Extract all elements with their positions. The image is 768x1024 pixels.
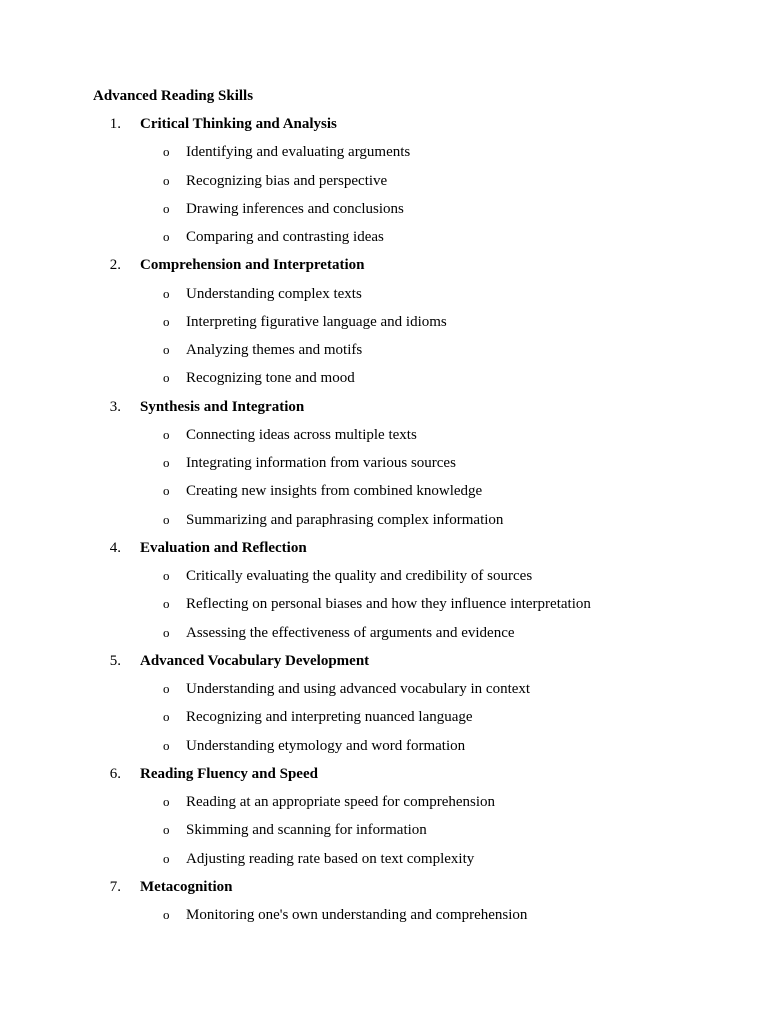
list-item-text: Creating new insights from combined knowledge [186, 483, 483, 500]
list-item-text: Understanding complex texts [186, 285, 362, 302]
section-title: Comprehension and Interpretation [140, 257, 365, 274]
bullet-icon: o [163, 511, 170, 527]
list-item-text: Integrating information from various sources [186, 455, 456, 471]
bullet-icon: o [163, 681, 170, 696]
list-item-text: Analyzing themes and motifs [186, 342, 363, 358]
list-item-text: Monitoring one's own understanding and comprehension [186, 907, 528, 923]
bullet-icon: o [163, 172, 170, 188]
section-title: Reading Fluency and Speed [140, 765, 318, 782]
bullet-icon: o [163, 144, 170, 160]
bullet-icon: o [163, 285, 170, 301]
bullet-icon: o [163, 200, 170, 216]
bullet-icon: o [163, 455, 170, 470]
section-title: Advanced Vocabulary Development [140, 652, 370, 669]
bullet-icon: o [163, 850, 170, 866]
bullet-icon: o [163, 342, 170, 357]
bullet-icon: o [163, 229, 170, 244]
bullet-icon: o [163, 426, 170, 442]
list-item-text: Reflecting on personal biases and how they influence interpretation [186, 596, 591, 613]
list-item-text: Summarizing and paraphrasing complex information [186, 511, 504, 528]
section-title: Evaluation and Reflection [140, 539, 307, 556]
list-item-text: Drawing inferences and conclusions [186, 200, 404, 217]
list-item-text: Skimming and scanning for information [186, 822, 427, 839]
list-item-text: Understanding and using advanced vocabulary in context [186, 681, 531, 697]
list-item-text: Assessing the effectiveness of arguments and evidence [186, 624, 515, 641]
list-item-text: Recognizing bias and perspective [186, 172, 388, 189]
bullet-icon: o [163, 794, 170, 809]
section-number: 6. [109, 765, 121, 782]
list-item-text: Reading at an appropriate speed for comprehension [186, 794, 496, 810]
section-title: Synthesis and Integration [140, 398, 305, 415]
list-item-text: Critically evaluating the quality and credibility of sources [186, 568, 533, 584]
bullet-icon: o [163, 313, 170, 329]
list-item-text: Adjusting reading rate based on text complexity [186, 850, 475, 867]
bullet-icon: o [163, 907, 170, 922]
section-number: 2. [109, 257, 121, 274]
list-item-text: Interpreting figurative language and idioms [186, 313, 447, 330]
list-item-text: Recognizing and interpreting nuanced language [186, 709, 473, 726]
section-number: 3. [109, 398, 121, 415]
section-number: 7. [109, 878, 121, 895]
bullet-icon: o [163, 596, 170, 612]
section-title: Metacognition [140, 878, 233, 895]
bullet-icon: o [163, 624, 170, 640]
section-number: 1. [109, 116, 121, 132]
bullet-icon: o [163, 737, 170, 753]
bullet-icon: o [163, 483, 170, 499]
bullet-icon: o [163, 709, 170, 725]
list-item-text: Understanding etymology and word formation [186, 737, 466, 754]
section-number: 4. [109, 539, 121, 556]
list-item-text: Comparing and contrasting ideas [186, 229, 384, 245]
list-item-text: Recognizing tone and mood [186, 370, 355, 387]
bullet-icon: o [163, 370, 170, 386]
list-item-text: Identifying and evaluating arguments [186, 144, 411, 161]
bullet-icon: o [163, 822, 170, 838]
section-number: 5. [109, 652, 121, 669]
bullet-icon: o [163, 568, 170, 583]
document-title: Advanced Reading Skills [93, 88, 254, 104]
list-item-text: Connecting ideas across multiple texts [186, 426, 417, 443]
section-title: Critical Thinking and Analysis [140, 116, 337, 132]
